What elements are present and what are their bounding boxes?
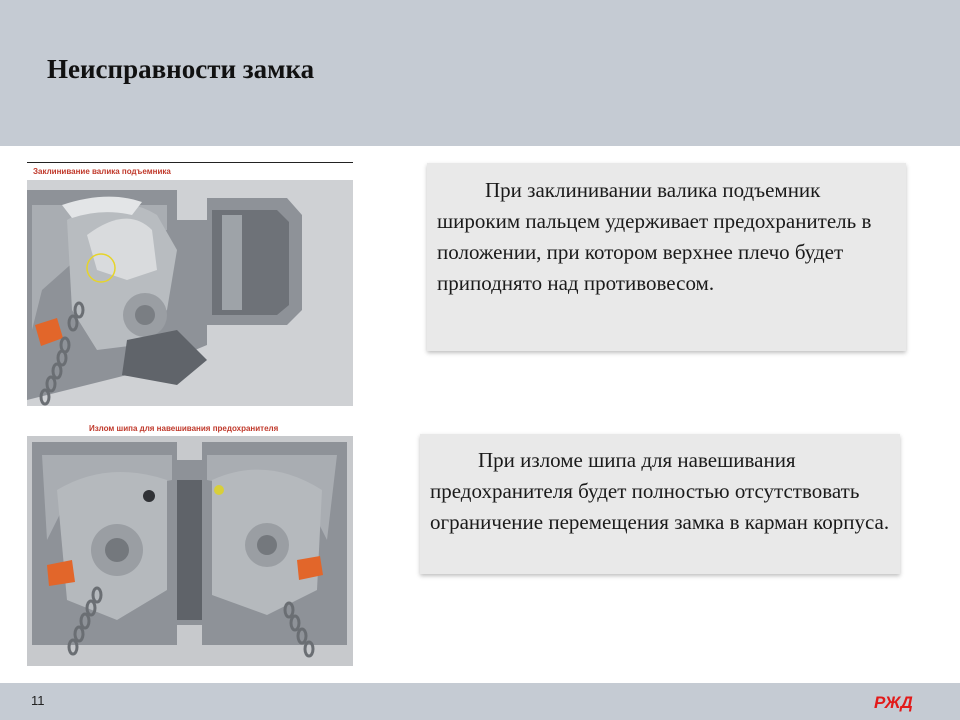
rzd-logo-icon <box>872 689 924 713</box>
text-box-pin-fracture <box>420 434 900 574</box>
coupler-illustration-2 <box>27 420 353 666</box>
header-band <box>0 0 960 146</box>
text-box-text: При изломе шипа для навешивания предохранителя будет полностью отсутствовать ограничение перемещения замка в карман корпуса. <box>430 448 890 534</box>
page-number: 11 <box>31 693 45 708</box>
text-box-paragraph <box>430 445 890 538</box>
svg-text:РЖД: РЖД <box>874 693 913 712</box>
footer-band <box>0 683 960 720</box>
figure-lock-shaft-jam <box>27 160 353 406</box>
figure-caption: Излом шипа для навешивания предохранителя <box>89 424 279 433</box>
slide-title: Неисправности замка <box>47 54 315 84</box>
figure-hinge-pin-fracture <box>27 420 353 666</box>
text-box-paragraph <box>437 175 896 299</box>
text-box-text: При заклинивании валика подъемник широким пальцем удерживает предохранитель в положении, при котором верхнее плечо будет приподнято над противовесом. <box>437 178 872 295</box>
coupler-illustration-1 <box>27 160 353 406</box>
figure-caption: Заклинивание валика подъемника <box>33 167 171 176</box>
text-box-shaft-jam <box>427 163 906 351</box>
